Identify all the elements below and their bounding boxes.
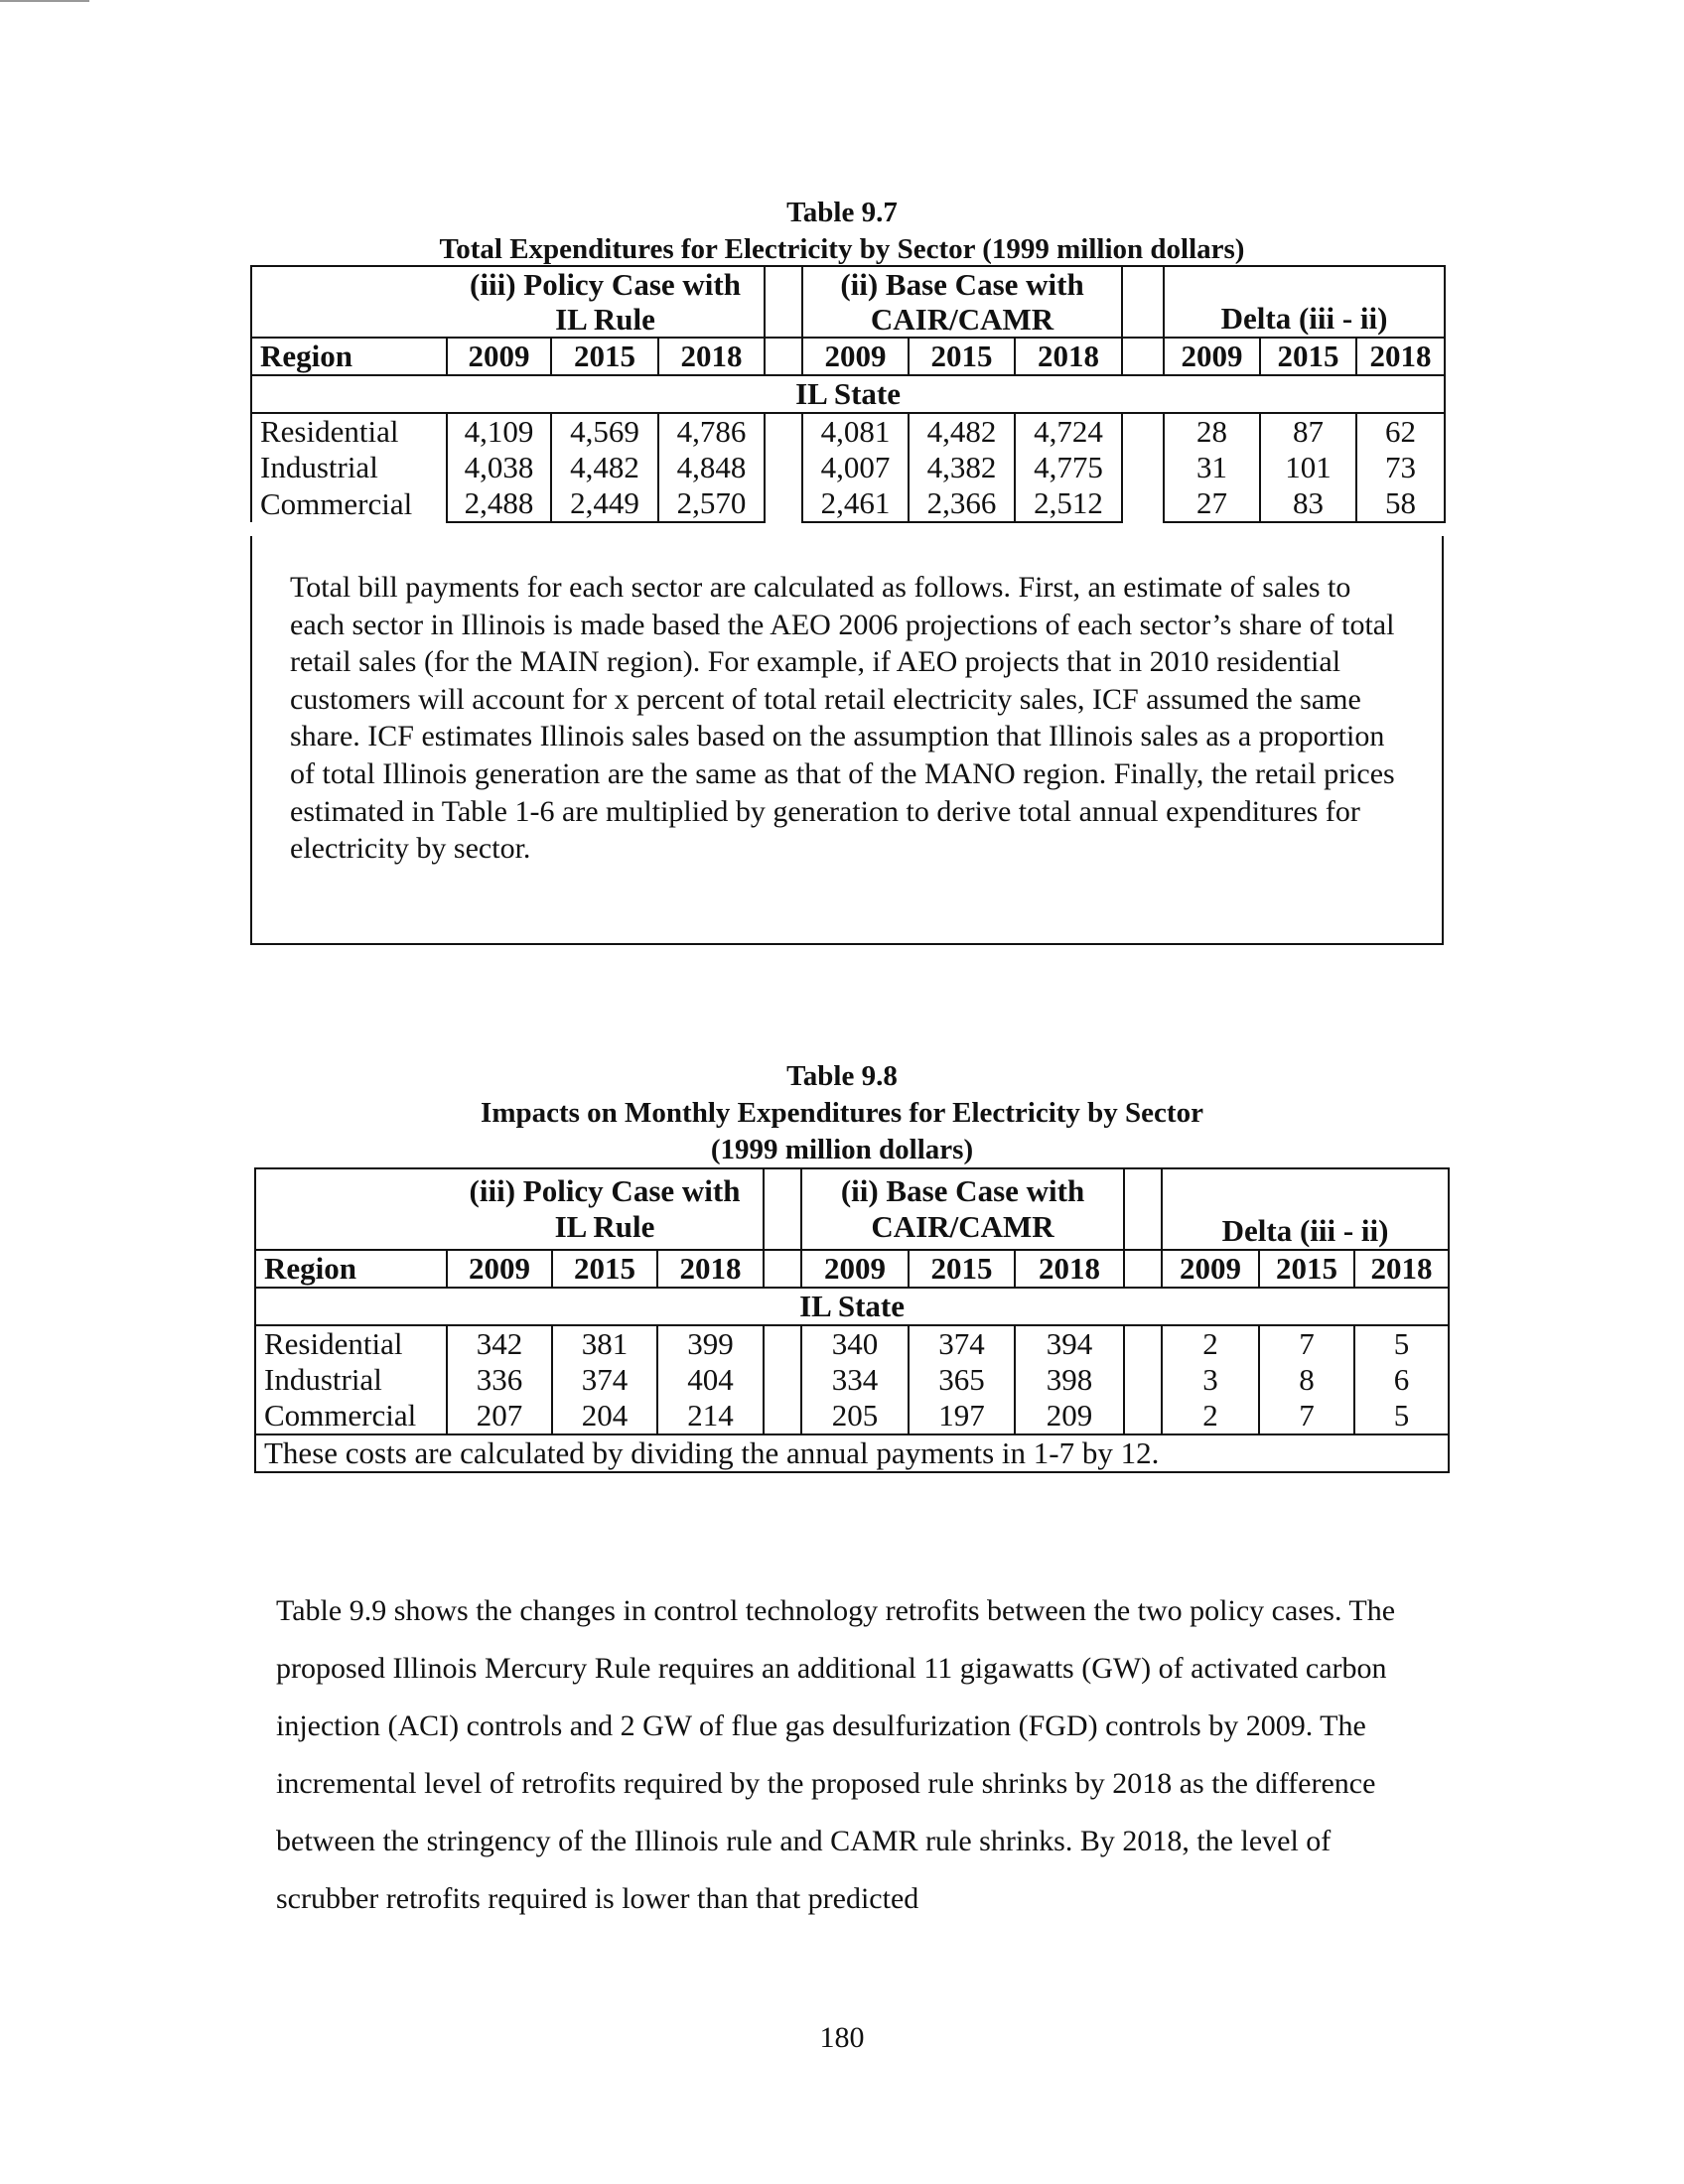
table-cell: 4,724 [1015,413,1122,450]
row-label: Residential [255,1325,447,1362]
year-header: 2015 [552,1250,657,1288]
year-header: 2018 [658,338,765,375]
table-cell: 4,007 [802,450,909,485]
table-9-8-subtitle: Impacts on Monthly Expenditures for Electricity by Sector [481,1097,1203,1129]
table-cell: 4,081 [802,413,909,450]
table-cell: 404 [657,1362,764,1398]
year-header: 2015 [1259,1250,1354,1288]
table-9-8-title: Table 9.8 [786,1060,898,1092]
table-cell: 205 [801,1398,909,1434]
year-header: 2018 [1354,1250,1449,1288]
year-header: 2015 [551,338,658,375]
row-label: Residential [251,413,447,450]
group-header-delta: Delta (iii - ii) [1164,266,1445,338]
year-header: 2015 [909,338,1015,375]
table-cell: 381 [552,1325,657,1362]
table-9-8-subtitle-units: (1999 million dollars) [710,1134,974,1165]
group-header-base: (ii) Base Case with CAIR/CAMR [840,267,1084,337]
table-cell: 340 [801,1325,909,1362]
table-cell: 7 [1259,1398,1354,1434]
table-cell: 87 [1260,413,1356,450]
table-cell: 394 [1015,1325,1124,1362]
table-cell: 27 [1164,485,1260,522]
table-cell: 4,038 [447,450,551,485]
table-cell: 83 [1260,485,1356,522]
table-cell: 4,786 [658,413,765,450]
table-row [251,450,1445,485]
table-9-7-note: Total bill payments for each sector are calculated as follows. First, an estimate of sales to each sector in Illinois is made based the AEO 2006 projections of each sector’s share of total retail sales (for the MAIN region). For example, if AEO projects that in 2010 residential customers will account for x percent of total retail electricity sales, ICF assumed the same share. ICF estimates Illinois sales based on the assumption that Illinois sales as a proportion of total Illinois generation are the same as that of the MANO region. Finally, the retail prices estimated in Table 1-6 are multiplied by generation to derive total annual expenditures for electricity by sector. [290,571,1395,866]
table-cell: 374 [909,1325,1015,1362]
table-cell: 28 [1164,413,1260,450]
year-header: 2009 [447,1250,552,1288]
table-cell: 5 [1354,1325,1449,1362]
table-row [255,1398,1449,1434]
table-cell: 209 [1015,1398,1124,1434]
table-cell: 2,449 [551,485,658,522]
row-label: Commercial [251,485,447,522]
table-cell: 4,109 [447,413,551,450]
year-header: 2009 [1162,1250,1259,1288]
table-9-7 [250,265,1446,523]
table-cell: 8 [1259,1362,1354,1398]
table-years-row [255,1250,1449,1288]
scan-edge-mark [0,0,89,2]
table-cell: 73 [1356,450,1445,485]
group-header-delta: Delta (iii - ii) [1162,1168,1449,1250]
table-row [251,413,1445,450]
table-cell: 197 [909,1398,1015,1434]
year-header: 2018 [657,1250,764,1288]
table-cell: 342 [447,1325,552,1362]
table-cell: 374 [552,1362,657,1398]
table-row [255,1325,1449,1362]
table-cell: 4,382 [909,450,1015,485]
table-9-7-subtitle: Total Expenditures for Electricity by Sector (1999 million dollars) [439,233,1245,265]
year-header: 2018 [1015,1250,1124,1288]
table-cell: 2,570 [658,485,765,522]
year-header: 2015 [909,1250,1015,1288]
table-cell: 214 [657,1398,764,1434]
group-header-policy: (iii) Policy Case with IL Rule [469,1173,741,1244]
table-cell: 2 [1162,1325,1259,1362]
year-header: 2015 [1260,338,1356,375]
table-cell: 398 [1015,1362,1124,1398]
table-header-row [255,1168,1449,1250]
footnote-row [255,1434,1449,1472]
table-cell: 334 [801,1362,909,1398]
table-cell: 4,482 [909,413,1015,450]
year-header: 2009 [1164,338,1260,375]
table-cell: 7 [1259,1325,1354,1362]
table-9-8-footnote: These costs are calculated by dividing the annual payments in 1-7 by 12. [255,1434,1449,1472]
table-cell: 4,848 [658,450,765,485]
table-cell: 4,482 [551,450,658,485]
table-cell: 2,461 [802,485,909,522]
table-9-8 [254,1167,1450,1473]
region-header: Region [255,1250,447,1288]
table-cell: 4,775 [1015,450,1122,485]
table-header-row [251,266,1445,338]
row-label: Industrial [251,450,447,485]
section-label: IL State [251,375,1445,413]
table-cell: 31 [1164,450,1260,485]
table-cell: 2,366 [909,485,1015,522]
group-header-policy: (iii) Policy Case with IL Rule [470,267,741,337]
table-9-7-title: Table 9.7 [786,197,898,228]
table-cell: 2,512 [1015,485,1122,522]
table-row [255,1362,1449,1398]
table-cell: 5 [1354,1398,1449,1434]
table-cell: 3 [1162,1362,1259,1398]
table-row [251,485,1445,522]
table-cell: 6 [1354,1362,1449,1398]
body-paragraph: Table 9.9 shows the changes in control technology retrofits between the two policy cases. The proposed Illinois Mercury Rule requires an additional 11 gigawatts (GW) of activated carbon injection (ACI) controls and 2 GW of flue gas desulfurization (FGD) controls by 2009. The incremental level of retrofits required by the proposed rule shrinks by 2018 as the difference between the stringency of the Illinois rule and CAMR rule shrinks. By 2018, the level of scrubber retrofits required is lower than that predicted [276,1594,1396,1915]
section-label: IL State [255,1288,1449,1325]
year-header: 2018 [1015,338,1122,375]
row-label: Commercial [255,1398,447,1434]
year-header: 2009 [447,338,551,375]
table-cell: 207 [447,1398,552,1434]
year-header: 2009 [802,338,909,375]
table-cell: 399 [657,1325,764,1362]
table-cell: 365 [909,1362,1015,1398]
section-row [255,1288,1449,1325]
table-cell: 62 [1356,413,1445,450]
region-header: Region [251,338,447,375]
table-cell: 58 [1356,485,1445,522]
year-header: 2009 [801,1250,909,1288]
table-cell: 204 [552,1398,657,1434]
table-years-row [251,338,1445,375]
table-cell: 2,488 [447,485,551,522]
section-row [251,375,1445,413]
table-cell: 336 [447,1362,552,1398]
group-header-base: (ii) Base Case with CAIR/CAMR [840,1173,1085,1244]
row-label: Industrial [255,1362,447,1398]
table-cell: 2 [1162,1398,1259,1434]
page-number: 180 [819,2021,865,2054]
table-cell: 101 [1260,450,1356,485]
year-header: 2018 [1356,338,1445,375]
table-cell: 4,569 [551,413,658,450]
